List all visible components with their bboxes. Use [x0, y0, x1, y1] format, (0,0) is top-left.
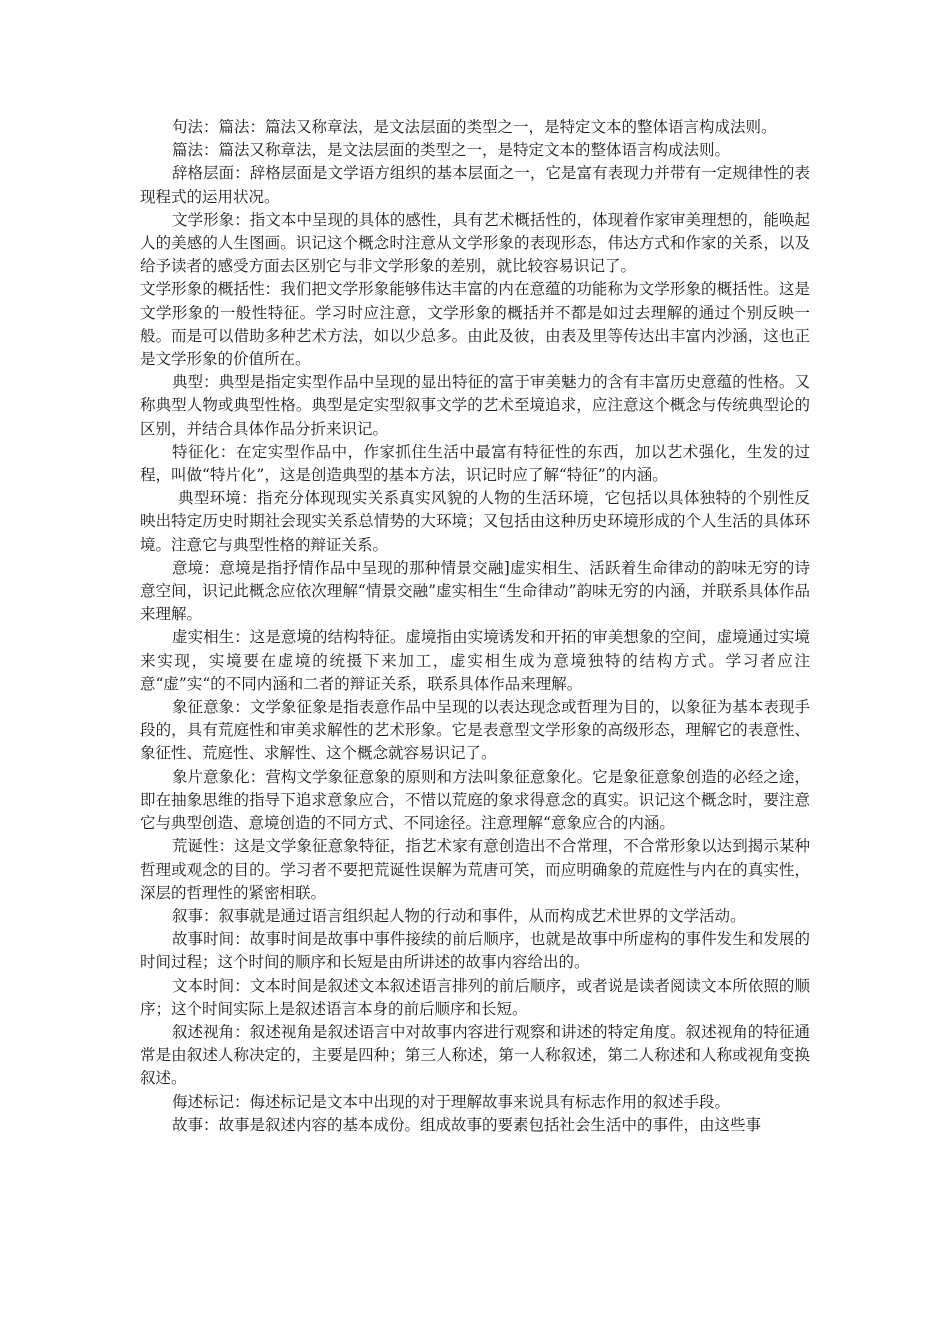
paragraph-artistic-conception: 意境：意境是指抒情作品中呈现的那种情景交融]虚实相生、活跃着生命律动的韵味无穷的诗意空间，识记此概念应依次理解“情景交融”虚实相生“生命律动”韵味无穷的内涵，并联系具体作品来理解。 [140, 558, 810, 624]
paragraph-text-time: 文本时间：文本时间是叙述文本叙述语言排列的前后顺序，或者说是读者阅读文本所依照的顺序；这个时间实际上是叙述语言本身的前后顺序和长短。 [140, 976, 810, 1018]
paragraph-typical: 典型：典型是指定实型作品中呈现的显出特征的富于审美魅力的含有丰富历史意蕴的性格。又称典型人物或典型性格。典型是定实型叙事文学的艺术至境追求，应注意这个概念与传统典型论的区别，并结合具体作品分折来识记。 [140, 373, 810, 438]
paragraph-literary-image: 文学形象：指文本中呈现的具体的感性，具有艺术概括性的，体现着作家审美理想的，能唤起人的美感的人生图画。识记这个概念时注意从文学形象的表现形态，伟达方式和作家的关系，以及给予读者的感受方面去区别它与非文学形象的差别，就比较容易识记了。 [140, 210, 810, 276]
paragraph-narration: 叙事：叙事就是通过语言组织起人物的行动和事件，从而构成艺术世界的文学活动。 [172, 906, 746, 925]
paragraph-narrative-markers: 侮述标记：侮述标记是文本中出现的对于理解故事来说具有标志作用的叙述手段。 [172, 1092, 731, 1111]
paragraph-virtual-real: 虚实相生：这是意境的结构特征。虚境指由实境诱发和开拓的审美想象的空间，虚境通过实境来实现，实境要在虚境的统摄下来加工，虚实相生成为意境独特的结构方式。学习者应注意“虚”实“的不同内涵和二者的辩证关系，联系具体作品来理解。 [140, 628, 810, 693]
paragraph-story-time: 故事时间：故事时间是故事中事件接续的前后顺序，也就是故事中所虚构的事件发生和发展的时间过程；这个时间的顺序和长短是由所讲述的故事内容给出的。 [140, 930, 810, 972]
paragraph-sentence-method: 句法：篇法：篇法又称章法，是文法层面的类型之一，是特定文本的整体语言构成法则。 [172, 118, 777, 136]
paragraph-image-generality: 文学形象的概括性：我们把文学形象能够伟达丰富的内在意蕴的功能称为文学形象的概括性。这是文学形象的一般性特征。学习时应注意，文学形象的概括并不都是如过去理解的通过个别反映一般。而是可以借助多种艺术方法，如以少总多。由此及彼，由表及里等传达出丰富内沙涵，这也正是文学形象的价值所在。 [140, 280, 810, 369]
paragraph-absurdity: 荒诞性：这是文学象征意象特征，指艺术家有意创造出不合常理，不合常形象以达到揭示某种哲理或观念的目的。学习者不要把荒诞性误解为荒唐可笑，而应明确象的荒庭性与内在的真实性，深层的哲理性的紧密相联。 [140, 837, 810, 902]
paragraph-characterization: 特征化：在定实型作品中，作家抓住生活中最富有特征性的东西，加以艺术强化，生发的过程，叫做“特片化”，这是创造典型的基本方法，识记时应了解“特征”的内涵。 [140, 442, 810, 485]
paragraph-rhetoric-level: 辞格层面：辞格层面是文学语方组织的基本层面之一，它是富有表现力并带有一定规律性的表现程式的运用状况。 [140, 164, 810, 206]
paragraph-symbolization: 象片意象化：营构文学象征意象的原则和方法叫象征意象化。它是象征意象创造的必经之途，即在抽象思维的指导下追求意象应合，不惜以荒庭的象求得意念的真实。识记这个概念时，要注意它与典型创造、意境创造的不同方式、不同途径。注意理解“意象应合的内涵。 [140, 767, 810, 833]
paragraph-chapter-method: 篇法：篇法又称章法，是文法层面的类型之一，是特定文本的整体语言构成法则。 [172, 141, 731, 160]
paragraph-story: 故事：故事是叙述内容的基本成份。组成故事的要素包括社会生活中的事件，由这些事 [172, 1115, 762, 1134]
paragraph-typical-environment: 典型环境：指充分体现现实关系真实风貌的人物的生活环境，它包括以具体独特的个别性反映出特定历史时期社会现实关系总情势的大环境；又包括由这种历史环境形成的个人生活的具体环境。注意它与典型性格的辩证关系。 [140, 489, 810, 554]
paragraph-symbolic-imagery: 象征意象：文学象征象是指表意作品中呈现的以表达现念或哲理为目的，以象征为基本表现手段的，具有荒庭性和审美求解性的艺术形象。它是表意型文学形象的高级形态，理解它的表意性、象征性、荒庭性、求解性、这个概念就容易识记了。 [140, 698, 810, 763]
paragraph-narrative-perspective: 叙述视角：叙述视角是叙述语言中对故事内容进行观察和讲述的特定角度。叙述视角的特征通常是由叙述人称决定的，主要是四种；第三人称述，第一人称叙述，第二人称述和人称或视角变换叙述。 [140, 1022, 810, 1088]
document-body [140, 116, 810, 1137]
